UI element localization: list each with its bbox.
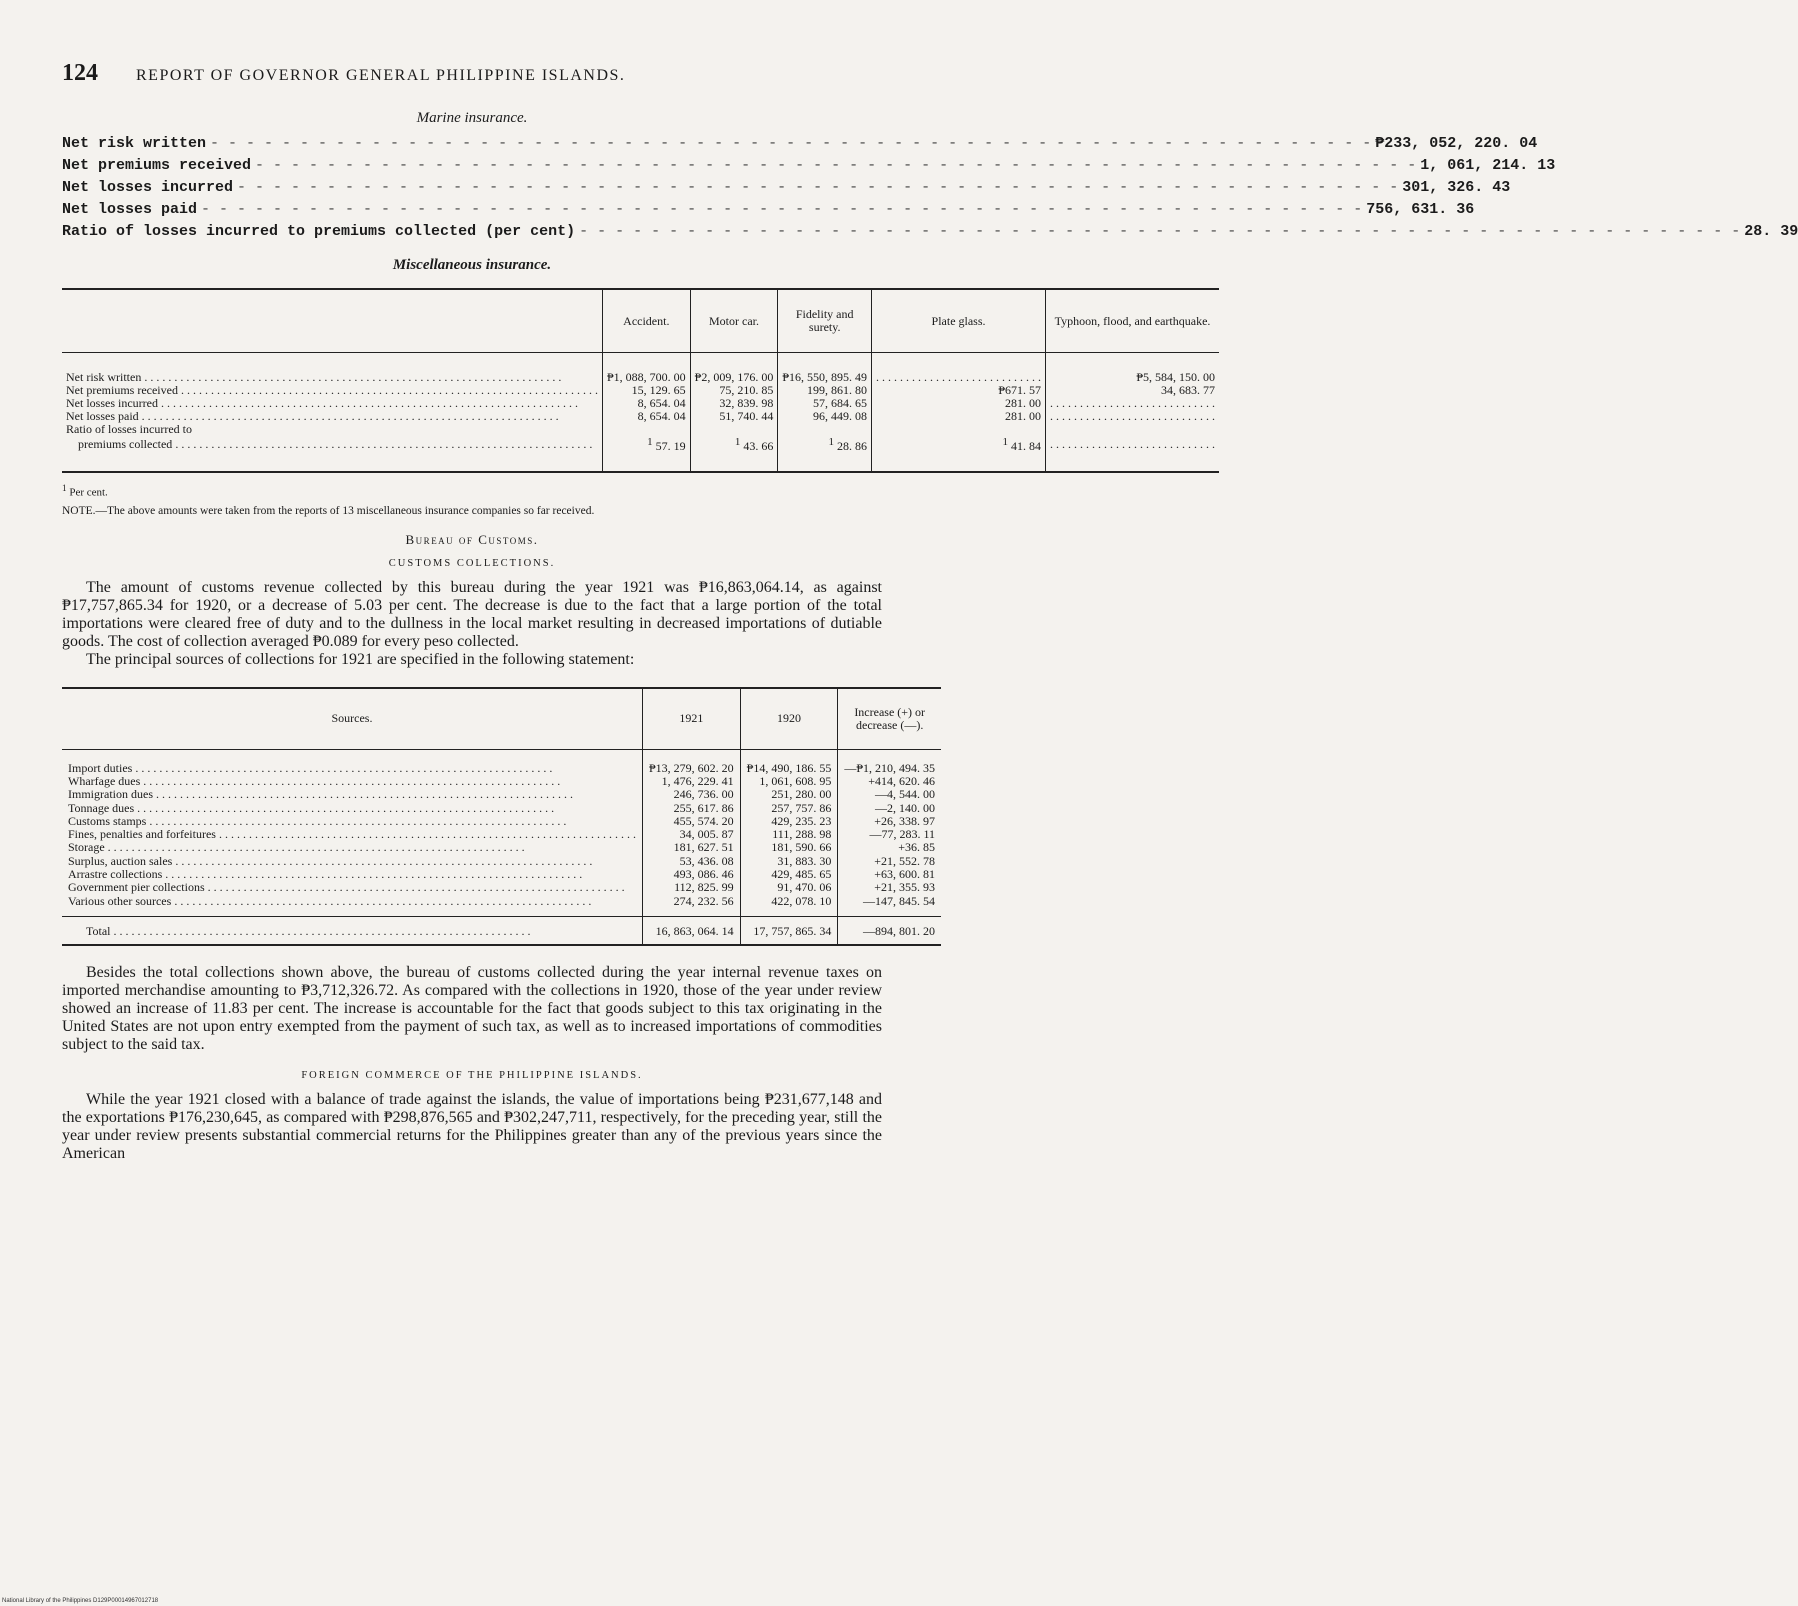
marine-row: Net risk written - - - ₱233, 052, 220. 04 <box>62 133 882 155</box>
column-header: Increase (+) or decrease (—). <box>838 688 941 750</box>
column-header: Accident. <box>602 289 690 353</box>
column-header: Fidelity and surety. <box>778 289 872 353</box>
table-row: Net losses paid . . . 8, 654. 04 51, 740. 44 96, 449. 08 281. 00 . . . <box>62 410 1219 423</box>
note: NOTE.—The above amounts were taken from the reports of 13 miscellaneous insurance companies so far received. <box>62 504 595 517</box>
table-row: Government pier collections . . . 112, 825. 99 91, 470. 06 +21, 355. 93 <box>62 881 941 894</box>
customs-title: CUSTOMS COLLECTIONS. <box>388 557 556 569</box>
paragraph: The principal sources of collections for 1921 are specified in the following statement: <box>86 650 635 668</box>
table-row: Immigration dues . . . 246, 736. 00 251, 280. 00 —4, 544. 00 <box>62 788 941 801</box>
marine-row: Net losses paid - - - 756, 631. 36 <box>62 199 882 221</box>
table-row: Storage . . . 181, 627. 51 181, 590. 66 +36. 85 <box>62 841 941 854</box>
column-header: Plate glass. <box>872 289 1046 353</box>
table-row: Wharfage dues . . . 1, 476, 229. 41 1, 061, 608. 95 +414, 620. 46 <box>62 775 941 788</box>
total-row: Total . . . 16, 863, 064. 14 17, 757, 865. 34 —894, 801. 20 <box>62 916 941 945</box>
table-row: Ratio of losses incurred to <box>62 423 1219 436</box>
column-header: 1921 <box>642 688 740 750</box>
table-row: Import duties . . . ₱13, 279, 602. 20 ₱14, 490, 186. 55 —₱1, 210, 494. 35 <box>62 749 941 775</box>
footer-stamp: National Library of the Philippines D129P00014967012718 <box>2 1598 159 1604</box>
column-header: Motor car. <box>690 289 778 353</box>
column-header: Typhoon, flood, and earthquake. <box>1046 289 1220 353</box>
foreign-commerce-title: FOREIGN COMMERCE OF THE PHILIPPINE ISLANDS. <box>301 1070 643 1082</box>
marine-row: Ratio of losses incurred to premiums collected (per cent) - - - 28. 39 <box>62 221 882 243</box>
column-header: Sources. <box>62 688 642 750</box>
misc-insurance-table <box>62 288 1219 473</box>
table-row: Customs stamps . . . 455, 574. 20 429, 235. 23 +26, 338. 97 <box>62 815 941 828</box>
table-row: Surplus, auction sales . . . 53, 436. 08 31, 883. 30 +21, 552. 78 <box>62 855 941 868</box>
table-row: Various other sources . . . 274, 232. 56 422, 078. 10 —147, 845. 54 <box>62 895 941 917</box>
column-header: 1920 <box>740 688 838 750</box>
bureau-title: Bureau of Customs. <box>405 531 539 547</box>
table-header-row <box>62 688 941 750</box>
footnote: $^1$ Per cent. <box>62 483 108 499</box>
page-header <box>62 60 882 100</box>
table-row: Net losses incurred . . . 8, 654. 04 32, 839. 98 57, 684. 65 281. 00 . . . <box>62 397 1219 410</box>
table-row: premiums collected . . . $^1$ 57. 19 $^1$ 43. 66 $^1$ 28. 86 $^1$ 41. 84 . . . <box>62 436 1219 472</box>
paragraph: Besides the total collections shown above, the bureau of customs collected during the year internal revenue taxes on imported merchandise amounting to ₱3,712,326.72. As compared with the collections in 1920, those of the year under review showed an increase of 11.83 per cent. The increase is accountable for the fact that goods subject to this tax originating in the United States are not upon entry exempted from the payment of such tax, as well as to increased importations of commodities subject to the said tax. <box>62 964 882 1054</box>
marine-row: Net premiums received - - - 1, 061, 214. 13 <box>62 155 882 177</box>
marine-title: Marine insurance. <box>416 110 528 126</box>
page-number: 124 <box>62 60 98 86</box>
customs-table <box>62 687 941 947</box>
table-row: Net premiums received . . . 15, 129. 65 75, 210. 85 199, 861. 80 ₱671. 57 34, 683. 77 <box>62 384 1219 397</box>
marine-row: Net losses incurred - - - 301, 326. 43 <box>62 177 882 199</box>
marine-insurance-list <box>62 133 1798 243</box>
paragraph: While the year 1921 closed with a balance of trade against the islands, the value of importations being ₱231,677,148 and the exportations ₱176,230,645, as compared with ₱298,876,565 and ₱302,247,711, respectively, for the preceding year, still the year under review presents substantial commercial returns for the Philippines greater than any of the previous years since the American <box>62 1091 882 1163</box>
table-header-row <box>62 289 1219 353</box>
paragraph: The amount of customs revenue collected by this bureau during the year 1921 was ₱16,863,064.14, as against ₱17,757,865.34 for 1920, or a decrease of 5.03 per cent. The decrease is due to the fact that a large portion of the total importations were cleared free of duty and to the dullness in the local market resulting in decreased importations of dutiable goods. The cost of collection averaged ₱0.089 for every peso collected. <box>62 578 882 650</box>
table-row: Net risk written . . . ₱1, 088, 700. 00 ₱2, 009, 176. 00 ₱16, 550, 895. 49 . . . ₱5, 584, 150. 00 <box>62 353 1219 385</box>
table-row: Tonnage dues . . . 255, 617. 86 257, 757. 86 —2, 140. 00 <box>62 802 941 815</box>
table-row: Arrastre collections . . . 493, 086. 46 429, 485. 65 +63, 600. 81 <box>62 868 941 881</box>
misc-title: Miscellaneous insurance. <box>392 257 552 273</box>
running-title: REPORT OF GOVERNOR GENERAL PHILIPPINE ISLANDS. <box>136 67 626 84</box>
table-row: Fines, penalties and forfeitures . . . 34, 005. 87 111, 288. 98 —77, 283. 11 <box>62 828 941 841</box>
report-page <box>62 60 1798 1163</box>
